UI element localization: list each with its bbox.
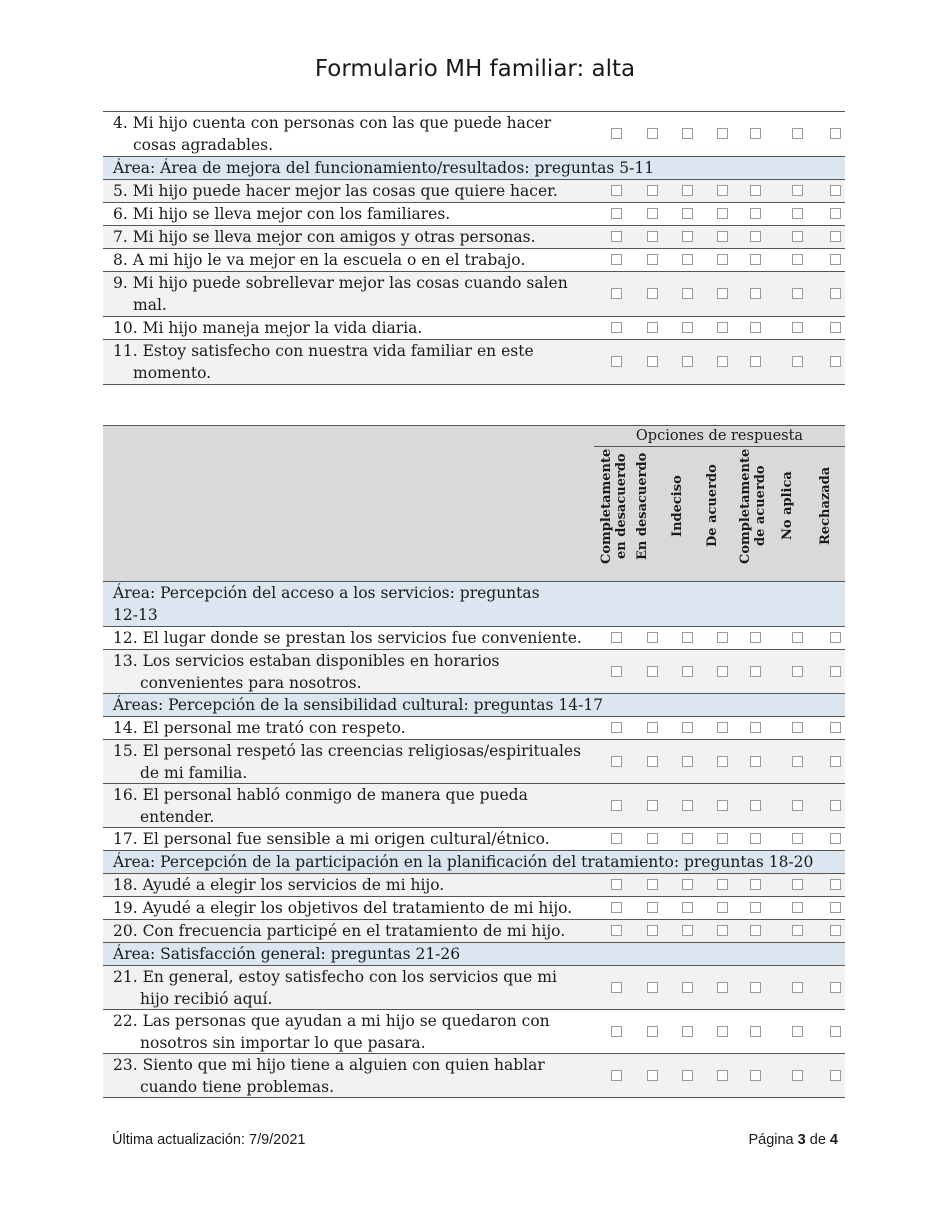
question-text: [103, 627, 598, 649]
response-checkbox[interactable]: [830, 288, 841, 299]
response-checkbox[interactable]: [682, 722, 693, 733]
response-checkbox[interactable]: [611, 185, 622, 196]
text-line-1: 11. Estoy satisfecho con nuestra vida familiar en este: [113, 342, 534, 360]
response-checkbox[interactable]: [750, 982, 761, 993]
response-checkbox[interactable]: [750, 128, 761, 139]
question-row: [103, 740, 845, 784]
question-text: [103, 112, 598, 156]
response-checkbox[interactable]: [750, 756, 761, 767]
response-checkbox[interactable]: [682, 982, 693, 993]
question-row: [103, 717, 845, 740]
response-checkbox[interactable]: [611, 288, 622, 299]
response-checkbox[interactable]: [830, 666, 841, 677]
question-row: [103, 920, 845, 943]
response-checkbox[interactable]: [717, 254, 728, 265]
text-line-1: 10. Mi hijo maneja mejor la vida diaria.: [113, 319, 423, 337]
response-checkbox[interactable]: [792, 722, 803, 733]
response-checkbox[interactable]: [647, 208, 658, 219]
response-checkbox[interactable]: [830, 128, 841, 139]
text-line-1: 18. Ayudé a elegir los servicios de mi hijo.: [113, 876, 445, 894]
text-line-1: 13. Los servicios estaban disponibles en horarios: [113, 652, 500, 670]
area-heading: [103, 694, 833, 716]
response-checkbox[interactable]: [611, 756, 622, 767]
response-checkbox[interactable]: [717, 632, 728, 643]
response-checkbox[interactable]: [792, 982, 803, 993]
response-checkbox[interactable]: [647, 722, 658, 733]
question-row: [103, 180, 845, 203]
page-current: 3: [797, 1132, 806, 1148]
response-checkbox[interactable]: [750, 722, 761, 733]
response-checkbox[interactable]: [647, 756, 658, 767]
response-checkbox[interactable]: [792, 833, 803, 844]
response-checkbox[interactable]: [717, 1070, 728, 1081]
response-checkbox[interactable]: [750, 925, 761, 936]
response-checkbox[interactable]: [717, 208, 728, 219]
response-options-heading: Opciones de respuesta: [594, 426, 845, 447]
response-checkbox[interactable]: [792, 800, 803, 811]
footer-updated: Última actualización: 7/9/2021: [112, 1132, 306, 1148]
question-text: [103, 1010, 598, 1054]
response-checkbox[interactable]: [750, 288, 761, 299]
response-checkbox[interactable]: [750, 1070, 761, 1081]
response-checkbox[interactable]: [647, 356, 658, 367]
response-checkbox[interactable]: [682, 208, 693, 219]
response-checkbox[interactable]: [647, 902, 658, 913]
area-heading-row: [103, 582, 845, 627]
text-line-1: Área: Percepción del acceso a los servicios: preguntas: [113, 584, 540, 602]
response-checkbox[interactable]: [682, 800, 693, 811]
question-row: [103, 112, 845, 157]
response-checkbox[interactable]: [830, 231, 841, 242]
response-checkbox[interactable]: [647, 800, 658, 811]
response-checkbox[interactable]: [792, 185, 803, 196]
question-row: [103, 203, 845, 226]
text-line-1: 5. Mi hijo puede hacer mejor las cosas que quiere hacer.: [113, 182, 558, 200]
page-of: de: [809, 1132, 826, 1148]
response-checkbox[interactable]: [792, 632, 803, 643]
response-checkbox[interactable]: [611, 632, 622, 643]
response-checkbox[interactable]: [792, 756, 803, 767]
response-checkbox[interactable]: [830, 756, 841, 767]
response-checkbox[interactable]: [830, 722, 841, 733]
response-checkbox[interactable]: [682, 128, 693, 139]
question-text: [103, 340, 598, 384]
response-checkbox[interactable]: [792, 254, 803, 265]
response-checkbox[interactable]: [750, 833, 761, 844]
response-checkbox[interactable]: [830, 322, 841, 333]
response-checkbox[interactable]: [750, 208, 761, 219]
response-checkbox[interactable]: [611, 902, 622, 913]
response-checkbox[interactable]: [682, 231, 693, 242]
response-checkbox[interactable]: [750, 322, 761, 333]
response-option-label: Completamente en desacuerdo: [599, 448, 629, 564]
response-checkbox[interactable]: [717, 322, 728, 333]
question-text: [103, 966, 598, 1010]
response-checkbox[interactable]: [717, 128, 728, 139]
response-checkbox[interactable]: [717, 722, 728, 733]
response-checkbox[interactable]: [830, 800, 841, 811]
text-line-2: cosas agradables.: [133, 136, 273, 154]
text-line-2: hijo recibió aquí.: [140, 990, 273, 1008]
response-checkbox[interactable]: [717, 356, 728, 367]
text-line-1: 14. El personal me trató con respeto.: [113, 719, 406, 737]
response-checkbox[interactable]: [647, 185, 658, 196]
response-checkbox[interactable]: [792, 322, 803, 333]
response-checkbox[interactable]: [647, 666, 658, 677]
response-checkbox[interactable]: [682, 254, 693, 265]
response-checkbox[interactable]: [717, 185, 728, 196]
response-checkbox[interactable]: [750, 800, 761, 811]
question-text: [103, 317, 598, 339]
text-line-1: Áreas: Percepción de la sensibilidad cultural: preguntas 14-17: [113, 696, 604, 714]
response-checkbox[interactable]: [750, 902, 761, 913]
response-header: [103, 426, 845, 582]
response-checkbox[interactable]: [750, 231, 761, 242]
response-checkbox[interactable]: [792, 356, 803, 367]
response-option-label: En desacuerdo: [635, 452, 650, 560]
question-row: [103, 340, 845, 385]
response-checkbox[interactable]: [611, 231, 622, 242]
response-checkbox[interactable]: [647, 322, 658, 333]
response-checkbox[interactable]: [830, 356, 841, 367]
page-total: 4: [829, 1132, 838, 1148]
response-checkbox[interactable]: [611, 833, 622, 844]
question-text: [103, 180, 598, 202]
response-checkbox[interactable]: [717, 833, 728, 844]
response-checkbox[interactable]: [611, 254, 622, 265]
response-checkbox[interactable]: [611, 208, 622, 219]
response-checkbox[interactable]: [611, 879, 622, 890]
text-line-2: nosotros sin importar lo que pasara.: [140, 1034, 426, 1052]
response-checkbox[interactable]: [682, 356, 693, 367]
response-checkbox[interactable]: [792, 879, 803, 890]
footer-page-number: [748, 1132, 838, 1148]
question-text: [103, 203, 598, 225]
response-checkbox[interactable]: [611, 356, 622, 367]
response-checkbox[interactable]: [611, 982, 622, 993]
response-checkbox[interactable]: [830, 1070, 841, 1081]
area-heading-row: [103, 943, 845, 966]
text-line-1: 22. Las personas que ayudan a mi hijo se quedaron con: [113, 1012, 550, 1030]
response-checkbox[interactable]: [792, 1070, 803, 1081]
text-line-1: 16. El personal habló conmigo de manera que pueda: [113, 786, 528, 804]
response-checkbox[interactable]: [717, 879, 728, 890]
response-option-label: Rechazada: [818, 466, 833, 546]
response-checkbox[interactable]: [682, 902, 693, 913]
response-checkbox[interactable]: [647, 982, 658, 993]
response-checkbox[interactable]: [647, 128, 658, 139]
response-checkbox[interactable]: [830, 879, 841, 890]
response-checkbox[interactable]: [717, 800, 728, 811]
area-heading: [103, 157, 833, 179]
question-text: [103, 1054, 598, 1098]
text-line-1: 20. Con frecuencia participé en el tratamiento de mi hijo.: [113, 922, 566, 940]
response-option-label: De acuerdo: [705, 464, 720, 548]
question-text: [103, 740, 598, 784]
response-checkbox[interactable]: [647, 231, 658, 242]
response-checkbox[interactable]: [647, 632, 658, 643]
question-text: [103, 874, 598, 896]
text-line-1: 15. El personal respetó las creencias religiosas/espirituales: [113, 742, 582, 760]
response-checkbox[interactable]: [830, 632, 841, 643]
page-title: Formulario MH familiar: alta: [314, 56, 636, 82]
response-checkbox[interactable]: [792, 231, 803, 242]
response-checkbox[interactable]: [682, 288, 693, 299]
response-checkbox[interactable]: [830, 1026, 841, 1037]
response-checkbox[interactable]: [682, 632, 693, 643]
text-line-2: mal.: [133, 296, 167, 314]
text-line-1: 9. Mi hijo puede sobrellevar mejor las cosas cuando salen: [113, 274, 568, 292]
response-checkbox[interactable]: [682, 666, 693, 677]
response-checkbox[interactable]: [792, 208, 803, 219]
response-checkbox[interactable]: [830, 833, 841, 844]
response-checkbox[interactable]: [750, 666, 761, 677]
question-text: [103, 784, 598, 828]
question-row: [103, 249, 845, 272]
response-checkbox[interactable]: [611, 722, 622, 733]
text-line-1: 12. El lugar donde se prestan los servicios fue conveniente.: [113, 629, 582, 647]
question-text: [103, 226, 598, 248]
response-checkbox[interactable]: [682, 879, 693, 890]
question-row: [103, 627, 845, 650]
area-heading: [103, 943, 833, 965]
text-line-2: 12-13: [113, 606, 158, 624]
response-checkbox[interactable]: [830, 185, 841, 196]
response-checkbox[interactable]: [792, 666, 803, 677]
response-checkbox[interactable]: [717, 231, 728, 242]
question-row: [103, 828, 845, 851]
response-checkbox[interactable]: [611, 322, 622, 333]
response-checkbox[interactable]: [830, 982, 841, 993]
response-checkbox[interactable]: [830, 902, 841, 913]
text-line-1: 19. Ayudé a elegir los objetivos del tratamiento de mi hijo.: [113, 899, 573, 917]
response-checkbox[interactable]: [717, 982, 728, 993]
text-line-1: 4. Mi hijo cuenta con personas con las que puede hacer: [113, 114, 552, 132]
text-line-1: 21. En general, estoy satisfecho con los servicios que mi: [113, 968, 557, 986]
response-checkbox[interactable]: [792, 288, 803, 299]
response-checkbox[interactable]: [682, 1026, 693, 1037]
question-row: [103, 784, 845, 828]
text-line-1: 8. A mi hijo le va mejor en la escuela o en el trabajo.: [113, 251, 526, 269]
response-checkbox[interactable]: [750, 356, 761, 367]
response-checkbox[interactable]: [830, 208, 841, 219]
response-option-label: Indeciso: [670, 475, 685, 537]
question-text: [103, 249, 598, 271]
response-checkbox[interactable]: [750, 254, 761, 265]
response-checkbox[interactable]: [611, 1070, 622, 1081]
response-checkbox[interactable]: [682, 756, 693, 767]
response-checkbox[interactable]: [750, 879, 761, 890]
question-text: [103, 920, 598, 942]
question-row: [103, 966, 845, 1010]
response-checkbox[interactable]: [611, 800, 622, 811]
text-line-2: entender.: [140, 808, 215, 826]
area-heading: [103, 582, 833, 626]
response-checkbox[interactable]: [750, 1026, 761, 1037]
survey-table-bottom: [103, 425, 845, 1098]
response-checkbox[interactable]: [682, 185, 693, 196]
response-checkbox[interactable]: [792, 1026, 803, 1037]
question-row: [103, 650, 845, 694]
question-text: [103, 897, 598, 919]
question-text: [103, 717, 598, 739]
question-row: [103, 272, 845, 317]
question-text: [103, 650, 598, 694]
question-row: [103, 874, 845, 897]
text-line-2: convenientes para nosotros.: [140, 674, 362, 692]
response-checkbox[interactable]: [750, 185, 761, 196]
response-checkbox[interactable]: [792, 902, 803, 913]
text-line-2: cuando tiene problemas.: [140, 1078, 335, 1096]
response-checkbox[interactable]: [682, 1070, 693, 1081]
text-line-1: Área: Satisfacción general: preguntas 21-26: [113, 945, 461, 963]
response-option-label: Completamente de acuerdo: [738, 448, 768, 564]
text-line-2: momento.: [133, 364, 212, 382]
response-checkbox[interactable]: [792, 925, 803, 936]
question-row: [103, 226, 845, 249]
response-checkbox[interactable]: [611, 666, 622, 677]
response-checkbox[interactable]: [717, 1026, 728, 1037]
text-line-1: 23. Siento que mi hijo tiene a alguien con quien hablar: [113, 1056, 545, 1074]
response-checkbox[interactable]: [717, 925, 728, 936]
response-checkbox[interactable]: [647, 879, 658, 890]
question-row: [103, 1054, 845, 1098]
response-option-label: No aplica: [780, 471, 795, 541]
area-heading-row: [103, 694, 845, 717]
response-checkbox[interactable]: [647, 833, 658, 844]
response-checkbox[interactable]: [682, 322, 693, 333]
response-checkbox[interactable]: [647, 1070, 658, 1081]
response-checkbox[interactable]: [717, 756, 728, 767]
question-row: [103, 897, 845, 920]
text-line-1: 6. Mi hijo se lleva mejor con los familiares.: [113, 205, 451, 223]
response-checkbox[interactable]: [647, 254, 658, 265]
question-row: [103, 1010, 845, 1054]
response-checkbox[interactable]: [717, 902, 728, 913]
area-heading-row: [103, 851, 845, 874]
response-checkbox[interactable]: [647, 288, 658, 299]
text-line-1: Área: Percepción de la participación en la planificación del tratamiento: preguntas 18-20: [113, 853, 814, 871]
response-checkbox[interactable]: [830, 254, 841, 265]
text-line-1: 7. Mi hijo se lleva mejor con amigos y otras personas.: [113, 228, 536, 246]
response-checkbox[interactable]: [682, 925, 693, 936]
response-checkbox[interactable]: [717, 666, 728, 677]
response-checkbox[interactable]: [647, 1026, 658, 1037]
question-row: [103, 317, 845, 340]
text-line-2: de mi familia.: [140, 764, 248, 782]
response-checkbox[interactable]: [611, 925, 622, 936]
area-heading: [103, 851, 833, 873]
question-text: [103, 272, 598, 316]
response-checkbox[interactable]: [750, 632, 761, 643]
response-checkbox[interactable]: [792, 128, 803, 139]
survey-table-top: [103, 111, 845, 385]
page-label: Página: [748, 1132, 794, 1148]
response-checkbox[interactable]: [611, 128, 622, 139]
response-checkbox[interactable]: [682, 833, 693, 844]
response-checkbox[interactable]: [830, 925, 841, 936]
question-text: [103, 828, 598, 850]
area-heading-row: [103, 157, 845, 180]
response-checkbox[interactable]: [717, 288, 728, 299]
response-checkbox[interactable]: [611, 1026, 622, 1037]
text-line-1: Área: Área de mejora del funcionamiento/resultados: preguntas 5-11: [113, 159, 655, 177]
text-line-1: 17. El personal fue sensible a mi origen cultural/étnico.: [113, 830, 550, 848]
response-checkbox[interactable]: [647, 925, 658, 936]
